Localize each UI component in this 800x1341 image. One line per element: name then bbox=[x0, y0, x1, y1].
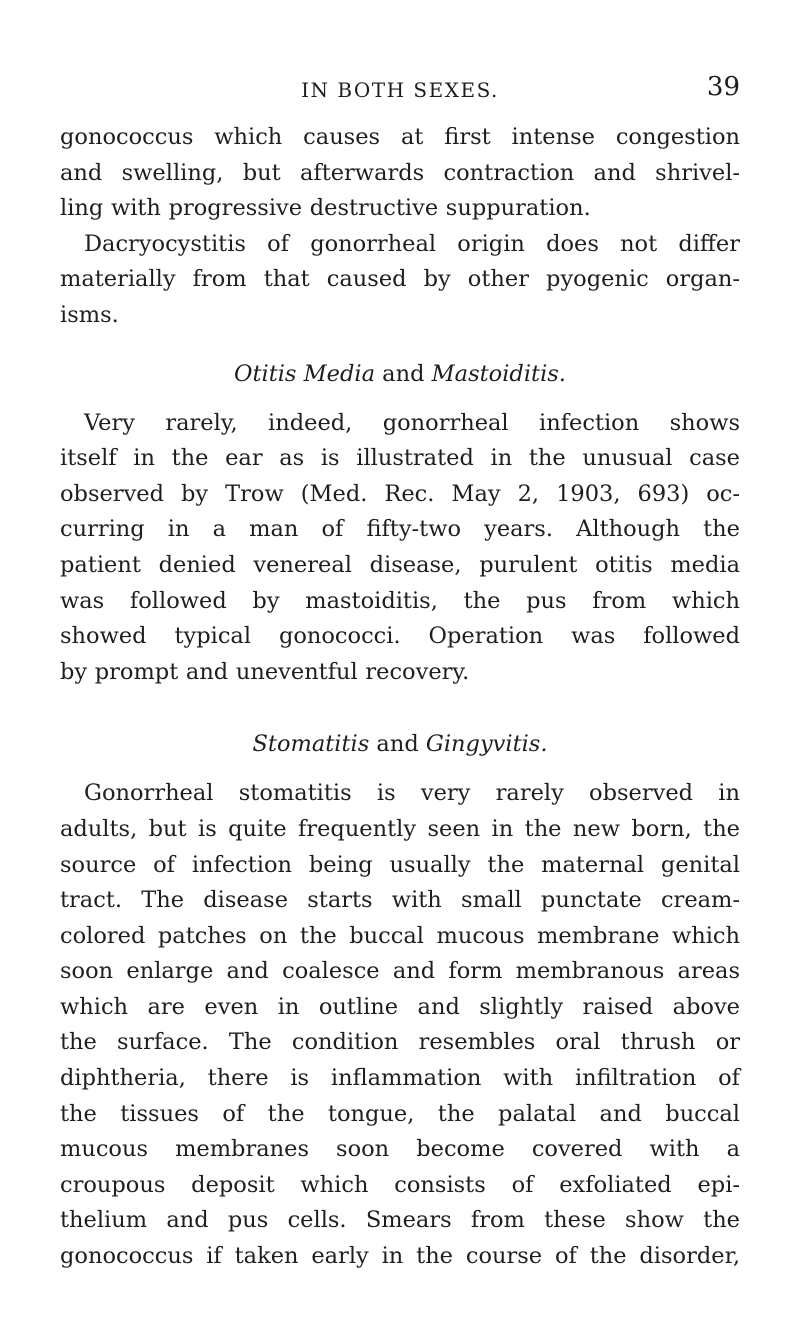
text-line: isms. bbox=[60, 301, 119, 328]
text-line: adults, but is quite frequently seen in the new born, the bbox=[60, 815, 740, 842]
heading-part: Stomatitis bbox=[252, 731, 370, 758]
paragraph-stomatitis bbox=[60, 776, 740, 1274]
heading-part: Mastoiditis. bbox=[431, 360, 566, 387]
text-line: tract. The disease starts with small punctate cream- bbox=[60, 887, 740, 914]
text-line: the surface. The condition resembles oral thrush or bbox=[60, 1029, 740, 1056]
text-line: the tissues of the tongue, the palatal and buccal bbox=[60, 1100, 740, 1127]
text-line: was followed by mastoiditis, the pus from which bbox=[60, 587, 740, 614]
text-line: gonococcus if taken early in the course of the disorder, bbox=[60, 1243, 740, 1270]
heading-conjunction: and bbox=[376, 731, 419, 758]
text-line: observed by Trow (Med. Rec. May 2, 1903, 693) oc- bbox=[60, 480, 740, 507]
text-line: showed typical gonococci. Operation was followed bbox=[60, 623, 740, 650]
running-header bbox=[60, 70, 740, 110]
section-heading-stomatitis bbox=[60, 716, 740, 772]
text-line: and swelling, but afterwards contraction and shrivel- bbox=[60, 159, 740, 186]
book-page bbox=[60, 70, 740, 1275]
text-line: materially from that caused by other pyogenic organ- bbox=[60, 266, 740, 293]
paragraph-dacryocystitis bbox=[60, 120, 740, 334]
section-heading-otitis bbox=[60, 346, 740, 402]
text-line: ling with progressive destructive suppuration. bbox=[60, 195, 591, 222]
text-line: which are even in outline and slightly raised above bbox=[60, 993, 740, 1020]
text-line: curring in a man of fifty-two years. Although the bbox=[60, 516, 740, 543]
running-title: IN BOTH SEXES. bbox=[301, 78, 499, 102]
text-line: by prompt and uneventful recovery. bbox=[60, 658, 470, 685]
text-line: colored patches on the buccal mucous membrane which bbox=[60, 922, 740, 949]
text-line: gonococcus which causes at first intense congestion bbox=[60, 124, 740, 150]
paragraph-otitis bbox=[60, 406, 740, 691]
text-line: soon enlarge and coalesce and form membranous areas bbox=[60, 958, 740, 985]
text-line: Dacryocystitis of gonorrheal origin does not differ bbox=[84, 230, 740, 257]
text-line: Gonorrheal stomatitis is very rarely observed in bbox=[84, 780, 740, 807]
heading-conjunction: and bbox=[382, 360, 425, 387]
heading-part: Otitis Media bbox=[234, 360, 376, 387]
page-number: 39 bbox=[706, 72, 740, 102]
text-line: Very rarely, indeed, gonorrheal infection shows bbox=[84, 409, 740, 436]
text-line: mucous membranes soon become covered with a bbox=[60, 1136, 740, 1163]
text-line: source of infection being usually the maternal genital bbox=[60, 851, 740, 878]
text-line: itself in the ear as is illustrated in the unusual case bbox=[60, 445, 740, 472]
heading-part: Gingyvitis. bbox=[425, 731, 548, 758]
text-line: diphtheria, there is inflammation with infiltration of bbox=[60, 1065, 740, 1092]
text-line: croupous deposit which consists of exfoliated epi- bbox=[60, 1171, 740, 1198]
text-line: patient denied venereal disease, purulent otitis media bbox=[60, 551, 740, 578]
text-line: thelium and pus cells. Smears from these show the bbox=[60, 1207, 740, 1234]
